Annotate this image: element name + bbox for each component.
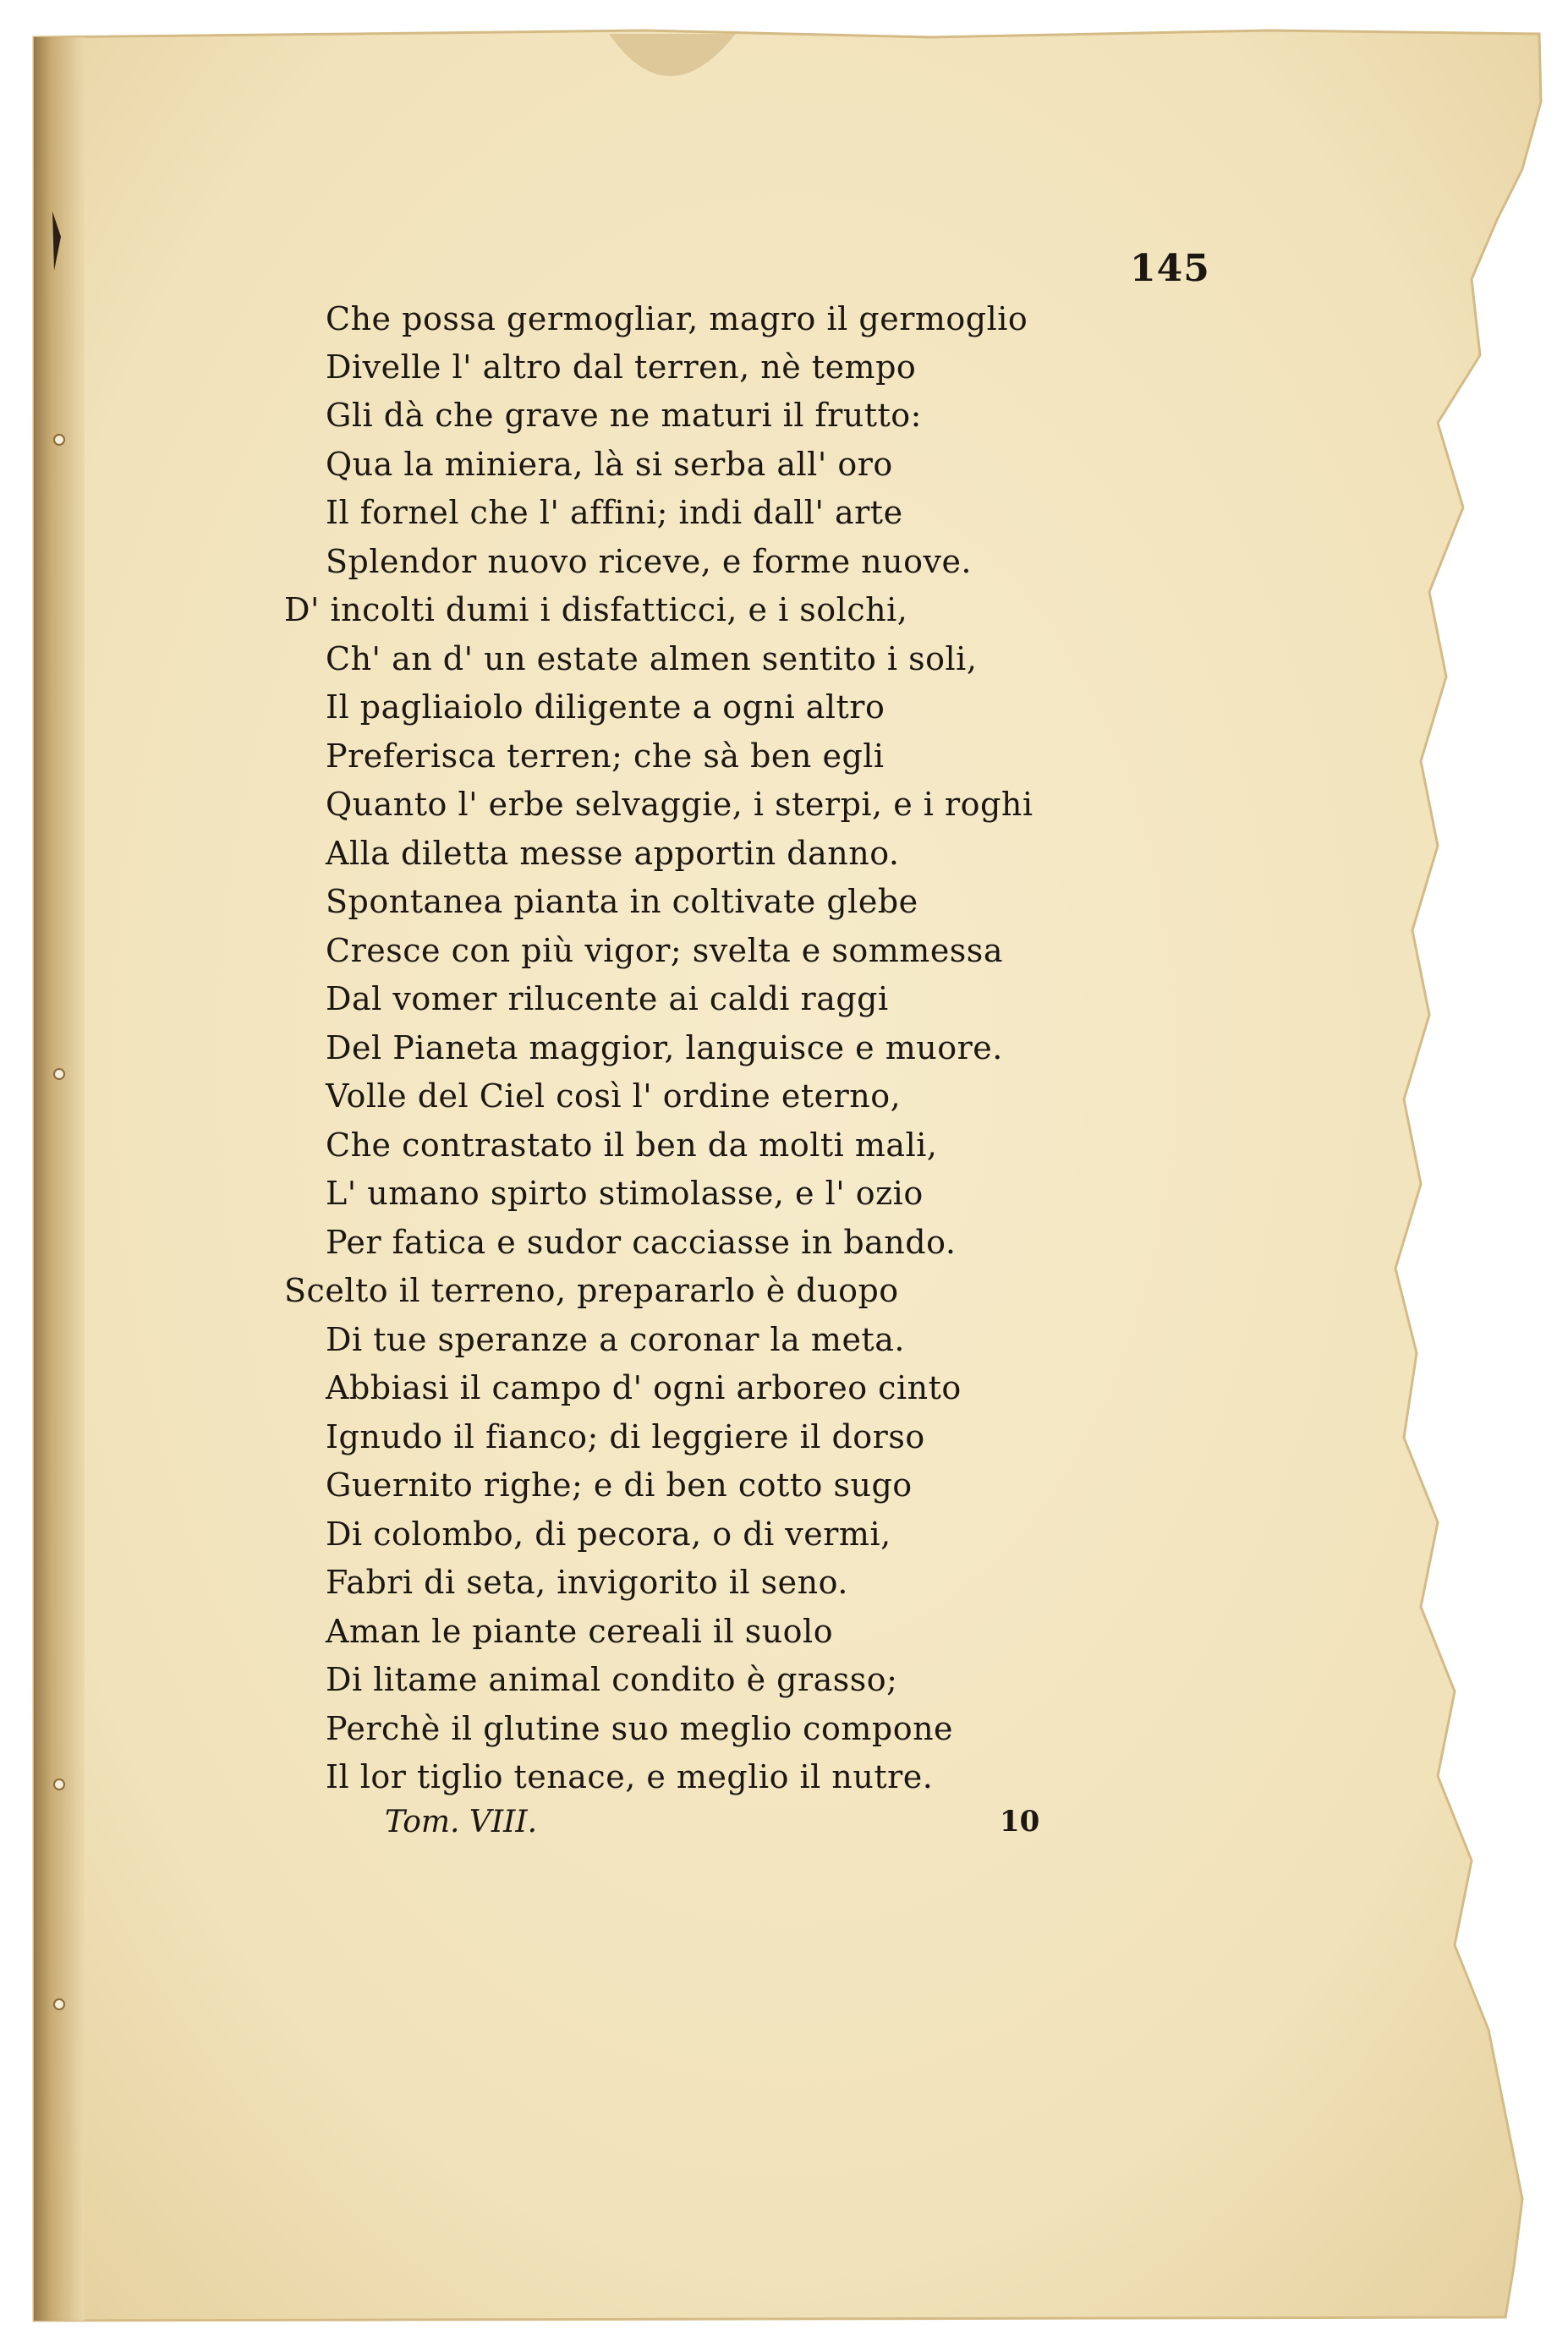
verse-line: Gli dà che grave ne maturi il frutto: (326, 397, 922, 434)
verse-line: Aman le piante cereali il suolo (326, 1613, 834, 1650)
verse-line: Di tue speranze a coronar la meta. (326, 1321, 905, 1358)
verse-line: L' umano spirto stimolasse, e l' ozio (326, 1175, 924, 1212)
verse-line: Preferisca terren; che sà ben egli (326, 737, 885, 775)
verse-line: Scelto il terreno, prepararlo è duopo (284, 1272, 899, 1309)
verse-line: Volle del Ciel così l' ordine eterno, (326, 1077, 902, 1115)
verse-line: Il fornel che l' affini; indi dall' arte (326, 494, 903, 531)
verse-line: Fabri di seta, invigorito il seno. (326, 1564, 848, 1601)
verse-line: Dal vomer rilucente ai caldi raggi (326, 980, 889, 1017)
verse-line: Splendor nuovo riceve, e forme nuove. (326, 543, 973, 580)
verse-line: Spontanea pianta in coltivate glebe (326, 883, 918, 920)
verse-line: Abbiasi il campo d' ogni arboreo cinto (326, 1369, 962, 1406)
verse-line: Del Pianeta maggior, languisce e muore. (326, 1029, 1003, 1066)
verse-line: Per fatica e sudor cacciasse in bando. (326, 1224, 957, 1261)
verse-line: D' incolti dumi i disfatticci, e i solchi, (284, 591, 908, 628)
verse-line: Alla diletta messe apportin danno. (326, 835, 900, 872)
verse-line: Che possa germogliar, magro il germoglio (326, 300, 1028, 337)
verse-line: Cresce con più vigor; svelta e sommessa (326, 932, 1003, 969)
verse-line: Ch' an d' un estate almen sentito i soli, (326, 640, 978, 677)
verse-line: Quanto l' erbe selvaggie, i sterpi, e i roghi (326, 786, 1033, 823)
verse-line: Di litame animal condito è grasso; (326, 1661, 898, 1698)
verse-line: Guernito righe; e di ben cotto sugo (326, 1466, 913, 1504)
verse-line: Qua la miniera, là si serba all' oro (326, 446, 893, 483)
page-number: 145 (1130, 247, 1210, 290)
verse-line: Il lor tiglio tenace, e meglio il nutre. (326, 1758, 934, 1795)
verse-line: Di colombo, di pecora, o di vermi, (326, 1516, 891, 1553)
verse-line: Perchè il glutine suo meglio compone (326, 1710, 954, 1747)
verse-line: Il pagliaiolo diligente a ogni altro (326, 688, 885, 726)
signature-mark: Tom. VIII. (385, 1805, 538, 1839)
gathering-number: 10 (1000, 1805, 1040, 1839)
verse-line: Ignudo il fianco; di leggiere il dorso (326, 1418, 925, 1455)
verse-line: Che contrastato il ben da molti mali, (326, 1126, 938, 1164)
verse-line: Divelle l' altro dal terren, nè tempo (326, 348, 917, 386)
